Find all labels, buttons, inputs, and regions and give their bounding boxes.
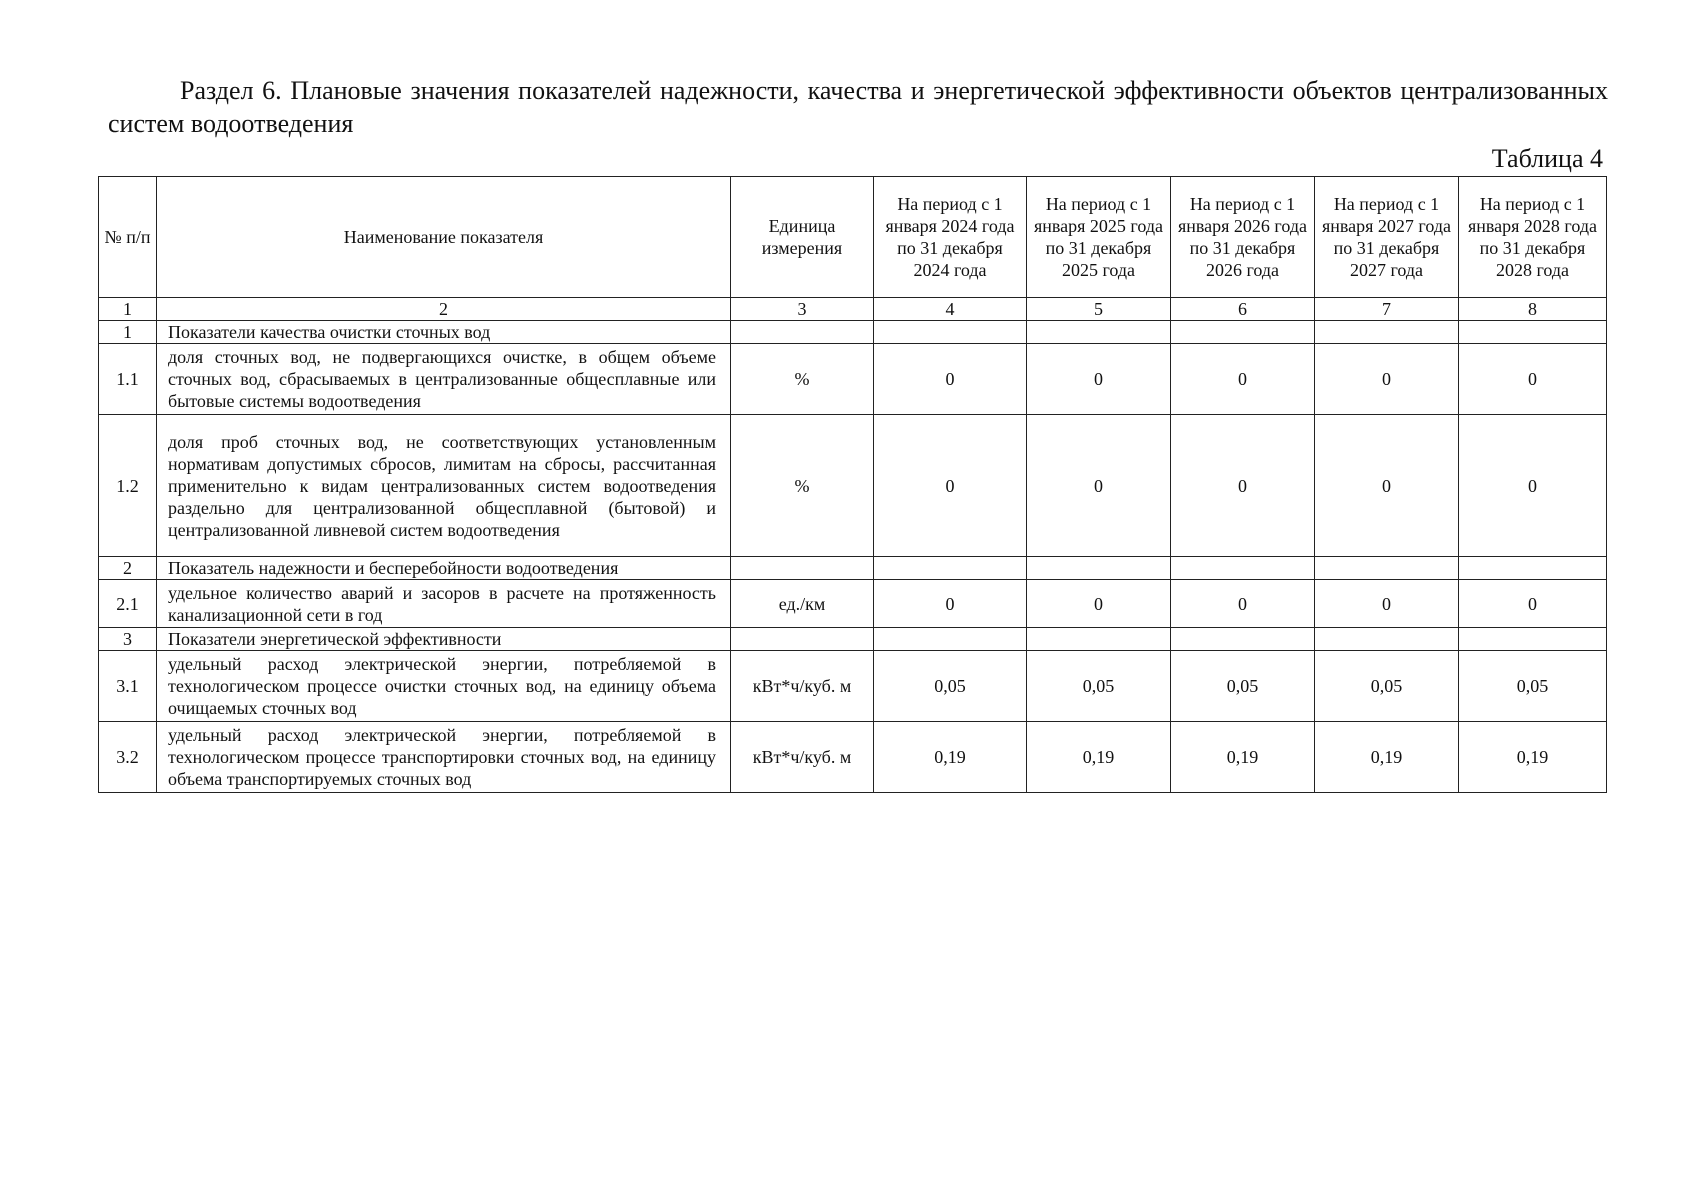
section-row [99,628,1607,651]
indicator-unit: ед./км [731,580,874,628]
table-row [99,722,1607,793]
section-name: Показатель надежности и бесперебойности водоотведения [157,557,731,580]
value-2025: 0,19 [1027,722,1171,793]
row-num: 3.1 [99,651,157,722]
section-num: 3 [99,628,157,651]
value-2026: 0,05 [1171,651,1315,722]
indicator-unit: кВт*ч/куб. м [731,651,874,722]
value-2028: 0 [1459,344,1607,415]
section-name: Показатели качества очистки сточных вод [157,321,731,344]
column-number: 1 [99,298,157,321]
value-2027: 0,05 [1315,651,1459,722]
section-row [99,557,1607,580]
value-2026: 0,19 [1171,722,1315,793]
section-num: 1 [99,321,157,344]
section-num: 2 [99,557,157,580]
column-number: 6 [1171,298,1315,321]
table-label: Таблица 4 [1491,144,1603,173]
value-2024: 0 [874,344,1027,415]
indicator-unit: кВт*ч/куб. м [731,722,874,793]
header-period-2024: На период с 1 января 2024 года по 31 декабря 2024 года [874,177,1027,298]
section-row [99,321,1607,344]
indicator-unit: % [731,344,874,415]
row-num: 1.2 [99,415,157,557]
value-2024: 0 [874,415,1027,557]
value-2026: 0 [1171,415,1315,557]
value-2028: 0,19 [1459,722,1607,793]
value-2025: 0 [1027,344,1171,415]
indicators-table [98,176,1607,793]
indicator-name: доля проб сточных вод, не соответствующих установленным нормативам допустимых сбросов, лимитам на сбросы, рассчитанная применительно к видам централизованных систем водоотведения раздельно для централизованной общесплавной (бытовой) и централизованной ливневой систем водоотведения [157,415,731,557]
value-2025: 0 [1027,580,1171,628]
header-period-2026: На период с 1 января 2026 года по 31 декабря 2026 года [1171,177,1315,298]
indicator-name: удельное количество аварий и засоров в расчете на протяженность канализационной сети в год [157,580,731,628]
value-2025: 0,05 [1027,651,1171,722]
value-2025: 0 [1027,415,1171,557]
header-name: Наименование показателя [157,177,731,298]
value-2027: 0 [1315,344,1459,415]
table-row [99,344,1607,415]
indicator-name: удельный расход электрической энергии, потребляемой в технологическом процессе транспортировки сточных вод, на единицу объема транспортируемых сточных вод [157,722,731,793]
column-number: 8 [1459,298,1607,321]
table-row [99,580,1607,628]
column-number: 4 [874,298,1027,321]
section-name: Показатели энергетической эффективности [157,628,731,651]
indicator-unit: % [731,415,874,557]
column-number: 5 [1027,298,1171,321]
value-2024: 0,05 [874,651,1027,722]
column-number: 2 [157,298,731,321]
value-2027: 0,19 [1315,722,1459,793]
header-period-2027: На период с 1 января 2027 года по 31 декабря 2027 года [1315,177,1459,298]
header-unit: Единица измерения [731,177,874,298]
value-2027: 0 [1315,415,1459,557]
value-2024: 0,19 [874,722,1027,793]
value-2026: 0 [1171,344,1315,415]
row-num: 2.1 [99,580,157,628]
table-row [99,415,1607,557]
header-period-2028: На период с 1 января 2028 года по 31 декабря 2028 года [1459,177,1607,298]
value-2026: 0 [1171,580,1315,628]
indicator-name: удельный расход электрической энергии, потребляемой в технологическом процессе очистки сточных вод, на единицу объема очищаемых сточных вод [157,651,731,722]
value-2024: 0 [874,580,1027,628]
value-2028: 0 [1459,415,1607,557]
section-heading: Раздел 6. Плановые значения показателей надежности, качества и энергетической эффективности объектов централизованных систем водоотведения [108,76,1608,138]
column-number: 7 [1315,298,1459,321]
header-num: № п/п [99,177,157,298]
column-number: 3 [731,298,874,321]
value-2028: 0,05 [1459,651,1607,722]
header-row [99,177,1607,298]
header-period-2025: На период с 1 января 2025 года по 31 декабря 2025 года [1027,177,1171,298]
row-num: 1.1 [99,344,157,415]
column-number-row [99,298,1607,321]
value-2028: 0 [1459,580,1607,628]
table-row [99,651,1607,722]
row-num: 3.2 [99,722,157,793]
indicator-name: доля сточных вод, не подвергающихся очистке, в общем объеме сточных вод, сбрасываемых в централизованные общесплавные или бытовые системы водоотведения [157,344,731,415]
value-2027: 0 [1315,580,1459,628]
